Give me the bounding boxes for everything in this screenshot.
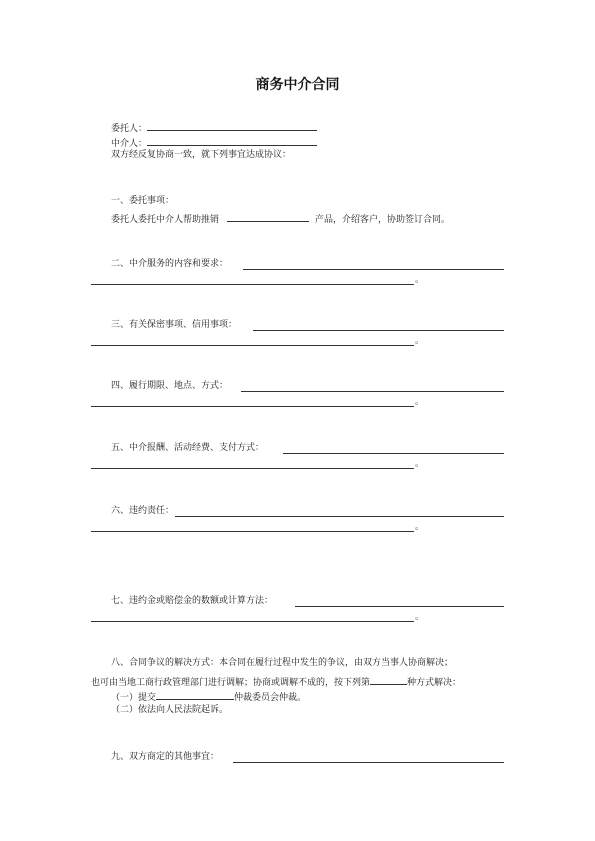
section-1-heading: 一、委托事项： <box>111 196 175 206</box>
document-title: 商务中介合同 <box>255 77 340 93</box>
section-3-blank-1[interactable] <box>253 330 504 331</box>
section-6-heading: 六、违约责任： <box>111 506 175 516</box>
section-2-period: 。 <box>415 275 425 285</box>
section-1-text <box>111 212 450 225</box>
section-6-period: 。 <box>415 522 425 532</box>
intermediary-blank[interactable] <box>147 136 317 146</box>
intermediary-label: 中介人： <box>111 139 148 149</box>
arbitration-committee-blank[interactable] <box>156 690 234 700</box>
section-1-text-b: 产品，介绍客户，协助签订合同。 <box>315 215 451 225</box>
section-4-heading: 四、履行期限、地点、方式： <box>111 381 229 391</box>
section-3-period: 。 <box>415 336 425 346</box>
section-8-option-1 <box>111 690 306 703</box>
section-4-blank-1[interactable] <box>241 391 504 392</box>
section-9-heading: 九、双方商定的其他事宜： <box>111 752 220 762</box>
section-8-line-2 <box>91 675 461 688</box>
product-blank[interactable] <box>227 212 309 222</box>
section-5-blank-1[interactable] <box>283 453 504 454</box>
section-7-heading: 七、违约金或赔偿金的数额或计算方法： <box>111 596 274 606</box>
section-4-blank-2[interactable] <box>91 406 414 407</box>
section-1-text-a: 委托人委托中介人帮助推销 <box>111 215 220 225</box>
section-7-blank-1[interactable] <box>295 606 504 607</box>
client-label: 委托人： <box>111 124 148 134</box>
agreement-statement: 双方经反复协商一致，就下列事宜达成协议： <box>111 150 292 160</box>
section-5-period: 。 <box>415 459 425 469</box>
intermediary-line <box>111 136 317 149</box>
section-8-option-1b: 仲裁委员会仲裁。 <box>234 693 307 703</box>
section-5-heading: 五、中介报酬、活动经费、支付方式： <box>111 443 265 453</box>
section-6-blank-1[interactable] <box>175 516 504 517</box>
section-4-period: 。 <box>415 397 425 407</box>
client-line <box>111 121 317 134</box>
section-8-line-1: 八、合同争议的解决方式：本合同在履行过程中发生的争议，由双方当事人协商解决； <box>111 658 454 668</box>
method-number-blank[interactable] <box>370 675 407 685</box>
client-blank[interactable] <box>147 121 317 131</box>
section-3-heading: 三、有关保密事项、信用事项： <box>111 320 238 330</box>
section-2-heading: 二、中介服务的内容和要求： <box>111 259 229 269</box>
section-8-line-2b: 种方式解决： <box>407 678 462 688</box>
section-2-blank-1[interactable] <box>243 269 504 270</box>
section-5-blank-2[interactable] <box>91 468 414 469</box>
section-7-blank-2[interactable] <box>91 621 414 622</box>
section-6-blank-2[interactable] <box>91 531 414 532</box>
section-8-option-1a: （一）提交 <box>111 693 157 703</box>
section-8-option-2: （二）依法向人民法院起诉。 <box>111 705 229 715</box>
section-3-blank-2[interactable] <box>91 345 414 346</box>
section-7-period: 。 <box>415 612 425 622</box>
section-8-line-2a: 也可由当地工商行政管理部门进行调解；协商或调解不成的，按下列第 <box>91 678 371 688</box>
section-2-blank-2[interactable] <box>91 284 414 285</box>
section-9-blank[interactable] <box>233 762 504 763</box>
